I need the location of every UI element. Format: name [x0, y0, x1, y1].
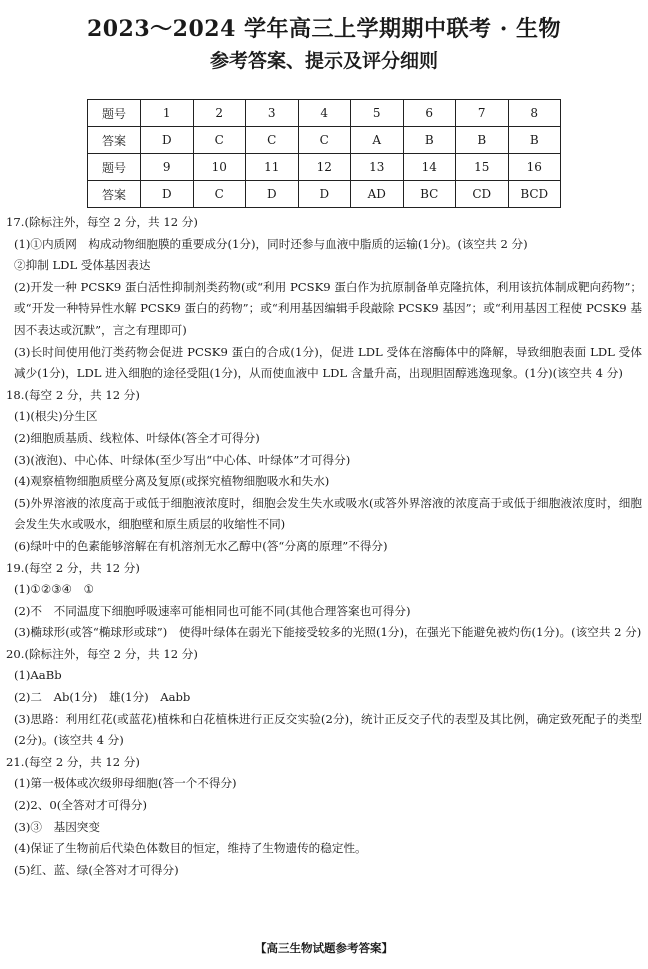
answer-table-cell: 8: [508, 100, 561, 127]
q20-heading: 20.(除标注外，每空 2 分，共 12 分): [6, 646, 198, 661]
answer-table-cell: C: [193, 181, 246, 208]
q20-line-3: (3)思路：利用红花(或蓝花)植株和白花植株进行正反交实验(2分)，统计正反交子代的表型及其比例，确定致死配子的类型(2分)。(该空共 4 分): [14, 711, 642, 748]
answer-table-cell: B: [403, 127, 456, 154]
answer-table-row-header: 题号: [88, 100, 141, 127]
answer-table-cell: C: [193, 127, 246, 154]
answer-table-cell: D: [246, 181, 299, 208]
answer-table-cell: 10: [193, 154, 246, 181]
q18-line-3: (3)(液泡)、中心体、叶绿体(至少写出“中心体、叶绿体”才可得分): [14, 452, 351, 467]
answer-table-cell: 14: [403, 154, 456, 181]
answer-table-cell: 4: [298, 100, 351, 127]
q21-line-4: (4)保证了生物前后代染色体数目的恒定，维持了生物遗传的稳定性。: [14, 841, 367, 856]
answer-table-cell: BC: [403, 181, 456, 208]
answer-table-row: [88, 181, 561, 208]
q17-line-1: (1)①内质网 构成动物细胞膜的重要成分(1分)，同时还参与血液中脂质的运输(1分)。(该空共 2 分): [14, 236, 528, 251]
answer-table-cell: 13: [351, 154, 404, 181]
answer-table-cell: 7: [456, 100, 509, 127]
footer-label: 【高三生物试题参考答案】: [255, 941, 393, 955]
q21-line-1: (1)第一极体或次级卵母细胞(答一个不得分): [14, 776, 237, 791]
answer-table-cell: A: [351, 127, 404, 154]
q18-line-2: (2)细胞质基质、线粒体、叶绿体(答全才可得分): [14, 430, 260, 445]
answer-table-cell: D: [141, 127, 194, 154]
answer-table-row: [88, 127, 561, 154]
answer-table-cell: 6: [403, 100, 456, 127]
answer-table-cell: 15: [456, 154, 509, 181]
page-subtitle: 参考答案、提示及评分细则: [209, 50, 438, 72]
answer-table-cell: 3: [246, 100, 299, 127]
answer-table-cell: C: [298, 127, 351, 154]
answer-table-cell: BCD: [508, 181, 561, 208]
q18-line-1: (1)(根尖)分生区: [14, 409, 98, 424]
answer-table: [87, 99, 561, 208]
q17-line-4: (3)长时间使用他汀类药物会促进 PCSK9 蛋白的合成(1分)，促进 LDL 受体在溶酶体中的降解，导致细胞表面 LDL 受体减少(1分)，LDL 进入细胞的途径受阻(1分)，从而使血液中 LDL 含量升高，出现胆固醇逃逸现象。(1分)(该空共 4 分): [14, 344, 642, 381]
answer-table-cell: B: [456, 127, 509, 154]
q17-line-2: ②抑制 LDL 受体基因表达: [14, 258, 151, 273]
answer-table-cell: AD: [351, 181, 404, 208]
answer-table-row: [88, 154, 561, 181]
answer-table-cell: D: [298, 181, 351, 208]
q21-line-3: (3)③ 基因突变: [14, 819, 100, 834]
answer-table-row: [88, 100, 561, 127]
q19-line-2: (2)不 不同温度下细胞呼吸速率可能相同也可能不同(其他合理答案也可得分): [14, 603, 411, 618]
page-title: 2023～2024 学年高三上学期期中联考 · 生物: [86, 16, 562, 42]
answer-table-cell: D: [141, 181, 194, 208]
answer-table-cell: 16: [508, 154, 561, 181]
answer-table-cell: 12: [298, 154, 351, 181]
q18-heading: 18.(每空 2 分，共 12 分): [6, 387, 140, 402]
answer-table-cell: 1: [141, 100, 194, 127]
q19-heading: 19.(每空 2 分，共 12 分): [6, 560, 140, 575]
answer-table-row-header: 答案: [88, 127, 141, 154]
q19-line-3: (3)椭球形(或答“椭球形或球”) 使得叶绿体在弱光下能接受较多的光照(1分)，在强光下能避免被灼伤(1分)。(该空共 2 分): [14, 625, 642, 640]
q18-line-6: (6)绿叶中的色素能够溶解在有机溶剂无水乙醇中(答“分离的原理”不得分): [14, 538, 388, 553]
answer-table-row-header: 题号: [88, 154, 141, 181]
q21-line-2: (2)2、0(全答对才可得分): [14, 798, 147, 813]
q17-line-3: (2)开发一种 PCSK9 蛋白活性抑制剂类药物(或“利用 PCSK9 蛋白作为抗原制备单克隆抗体，利用该抗体制成靶向药物”；或“开发一种特异性水解 PCSK9 蛋白的药物”；或“利用基因编辑手段敲除 PCSK9 基因”；或“利用基因工程使 PCSK9 基因不表达或沉默”，言之有理即可): [14, 279, 642, 337]
answer-table-cell: 9: [141, 154, 194, 181]
q18-line-5: (5)外界溶液的浓度高于或低于细胞液浓度时，细胞会发生失水或吸水(或答外界溶液的浓度高于或低于细胞液浓度时，细胞会发生失水或吸水，细胞壁和原生质层的收缩性不同): [14, 495, 642, 532]
answer-table-row-header: 答案: [88, 181, 141, 208]
answer-table-cell: 11: [246, 154, 299, 181]
q20-line-1: (1)AaBb: [14, 668, 62, 683]
q21-line-5: (5)红、蓝、绿(全答对才可得分): [14, 862, 179, 877]
answer-table-cell: C: [246, 127, 299, 154]
answer-table-cell: CD: [456, 181, 509, 208]
answer-table-cell: 2: [193, 100, 246, 127]
q18-line-4: (4)观察植物细胞质壁分离及复原(或探究植物细胞吸水和失水): [14, 474, 330, 489]
q19-line-1: (1)①②③④ ①: [14, 582, 94, 597]
q17-heading: 17.(除标注外，每空 2 分，共 12 分): [6, 215, 198, 229]
answer-table-cell: 5: [351, 100, 404, 127]
answer-table-cell: B: [508, 127, 561, 154]
q20-line-2: (2)二 Ab(1分) 雄(1分) Aabb: [14, 690, 191, 705]
q21-heading: 21.(每空 2 分，共 12 分): [6, 754, 140, 769]
answer-explanations: [6, 212, 642, 881]
